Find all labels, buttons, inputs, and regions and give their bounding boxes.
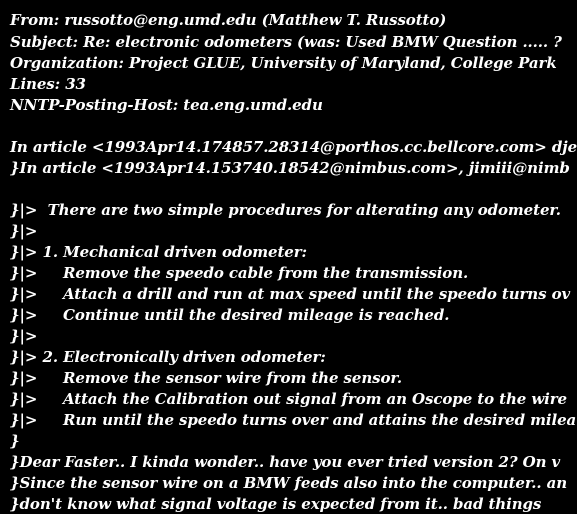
quoted-line: }don't know what signal voltage is expected from it.. bad things: [10, 495, 542, 513]
header-from: From: russotto@eng.umd.edu (Matthew T. Russotto): [10, 11, 447, 29]
quoted-line: }|> 1. Mechanical driven odometer:: [10, 243, 307, 261]
quoted-line: }|>: [10, 222, 38, 240]
quoted-line: }Since the sensor wire on a BMW feeds also into the computer.. an: [10, 474, 568, 492]
quoted-line: }|> Attach a drill and run at max speed until the speedo turns ov: [10, 285, 571, 303]
attribution-line: }In article <1993Apr14.153740.18542@nimbus.com>, jimiii@nimb: [10, 159, 570, 177]
header-lines: Lines: 33: [10, 75, 86, 93]
quoted-line: }Dear Faster.. I kinda wonder.. have you ever tried version 2? On v: [10, 453, 561, 471]
quoted-line: }|> There are two simple procedures for alterating any odometer.: [10, 201, 561, 219]
header-organization: Organization: Project GLUE, University of Maryland, College Park: [10, 54, 557, 72]
attribution-line: In article <1993Apr14.174857.28314@porthos.cc.bellcore.com> dje: [10, 138, 577, 156]
quoted-line: }|> Remove the sensor wire from the sensor.: [10, 369, 402, 387]
quoted-line: }|> Attach the Calibration out signal from an Oscope to the wire: [10, 390, 567, 408]
quoted-line: }|> 2. Electronically driven odometer:: [10, 348, 326, 366]
quoted-line: }|> Run until the speedo turns over and attains the desired milea: [10, 411, 577, 429]
quoted-line: }|> Continue until the desired mileage is reached.: [10, 306, 450, 324]
quoted-line: }|>: [10, 327, 38, 345]
quoted-line: }: [10, 432, 20, 450]
header-nntp-host: NNTP-Posting-Host: tea.eng.umd.edu: [10, 96, 323, 114]
header-subject: Subject: Re: electronic odometers (was: Used BMW Question ..... ?: [10, 33, 562, 51]
quoted-line: }|> Remove the speedo cable from the transmission.: [10, 264, 469, 282]
